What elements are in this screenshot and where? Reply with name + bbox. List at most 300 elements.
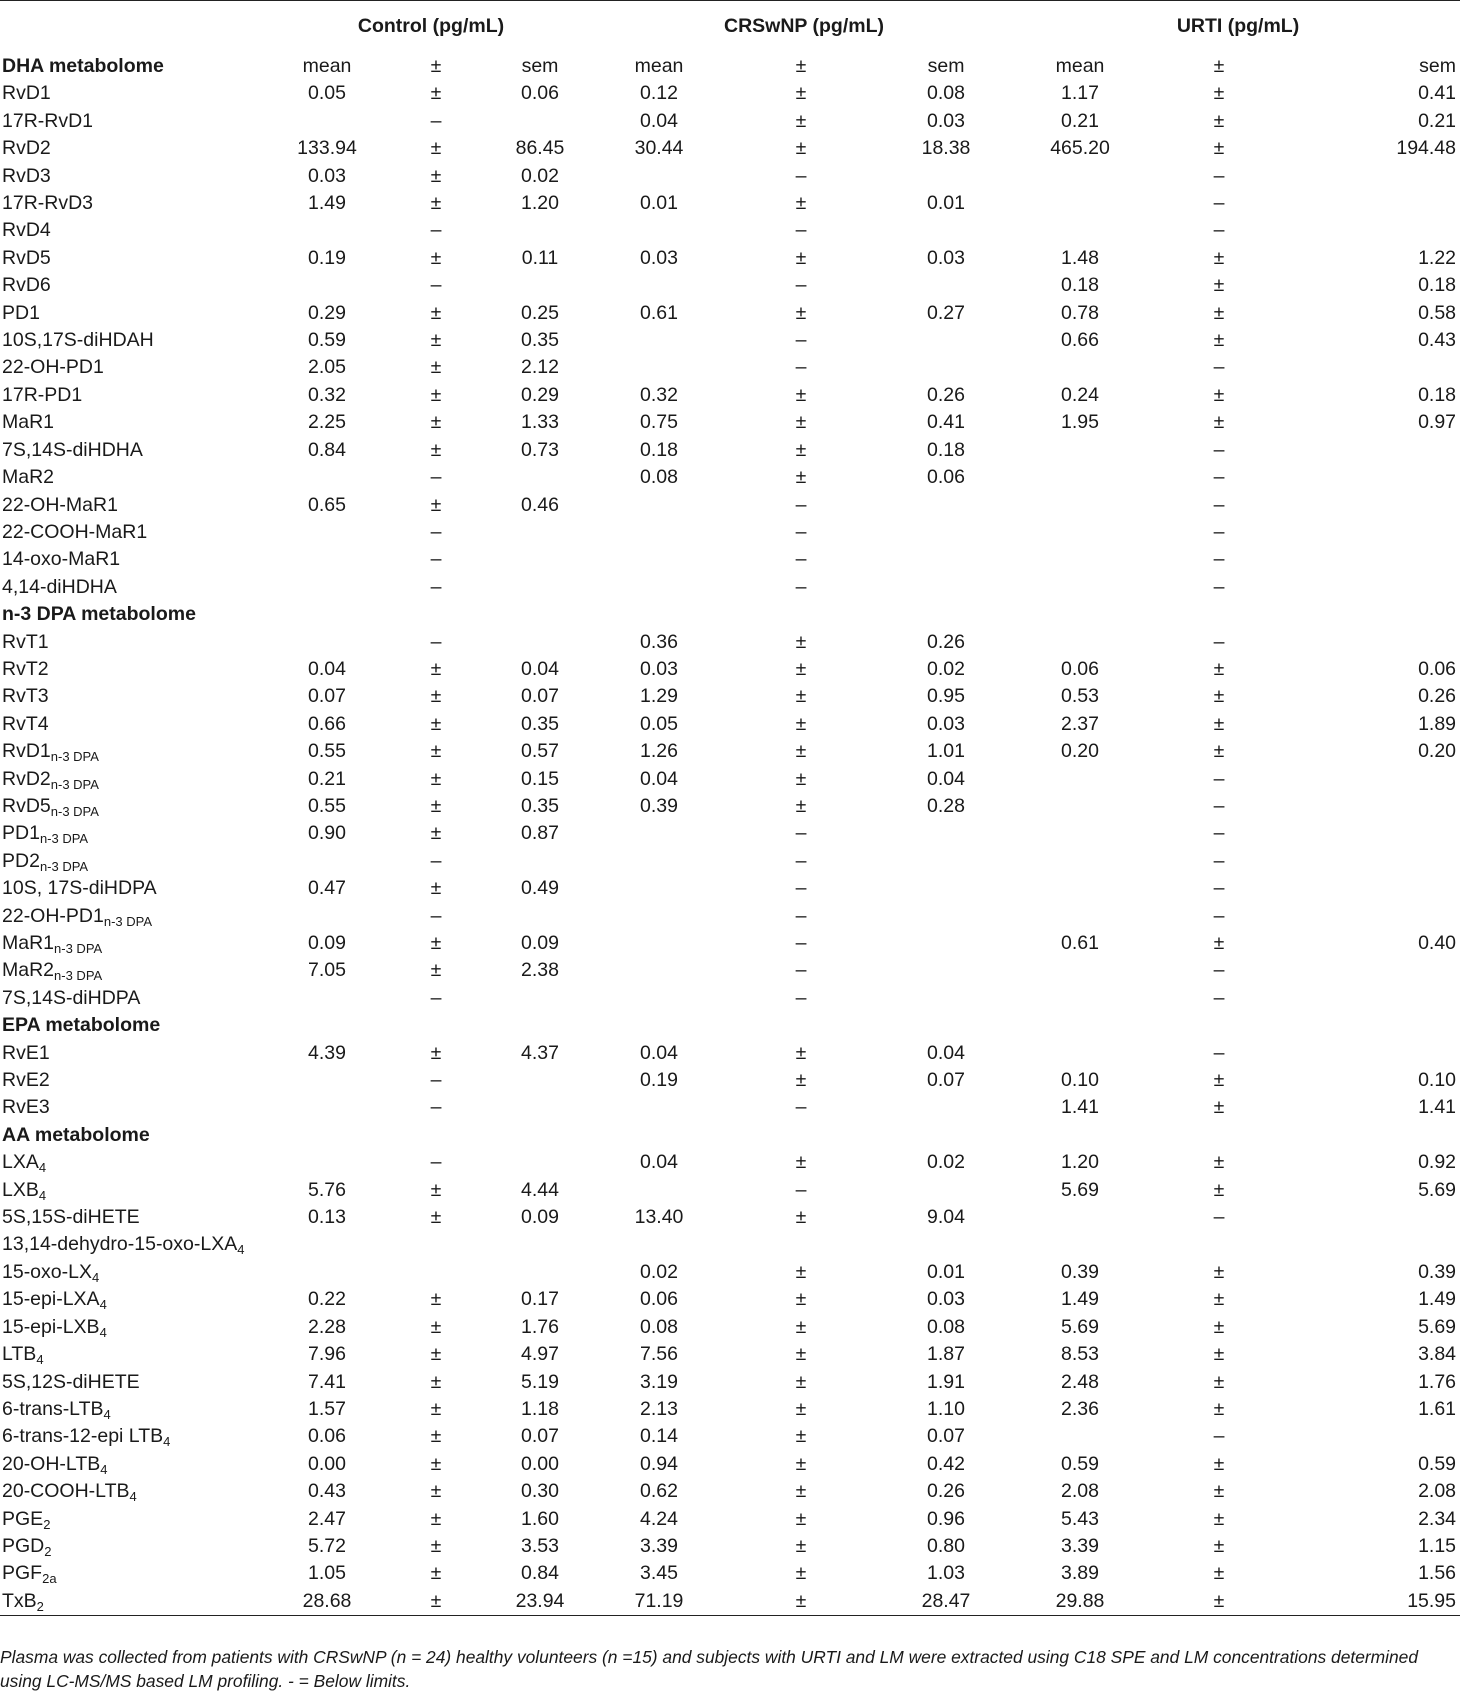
control-pm-cell: ± (430, 822, 442, 845)
crswnp-mean-cell: 0.36 (640, 630, 678, 653)
control-sem-cell: 5.19 (521, 1370, 559, 1393)
mediator-name-text: RvT2 (2, 657, 49, 680)
mediator-subscript: 4 (99, 1324, 107, 1340)
mediator-name-text: RvD5 (2, 794, 51, 817)
control-pm-cell: ± (430, 192, 442, 215)
section-title (0, 1012, 270, 1039)
control-pm-cell: ± (430, 932, 442, 954)
urti-sem-cell (1294, 163, 1460, 190)
mediator-subscript: 2 (44, 1543, 52, 1559)
urti-pm-cell: ± (1213, 1343, 1225, 1366)
urti-pm-cell: – (1213, 164, 1225, 187)
control-mean-cell (270, 108, 384, 135)
crswnp-sem-cell: 0.07 (927, 1425, 965, 1448)
crswnp-pm-cell: – (795, 493, 807, 516)
urti-pm-cell: ± (1213, 137, 1225, 160)
mediator-name-text: 17R-PD1 (2, 383, 83, 406)
urti-sem-cell: 0.18 (1418, 383, 1457, 406)
crswnp-pm-cell: ± (795, 657, 807, 680)
group-header-urti: URTI (pg/mL) (1016, 1, 1460, 54)
mediator-name-text: n-3 DPA metabolome (2, 603, 196, 626)
crswnp-pm-cell: – (795, 959, 807, 982)
table-row (0, 1451, 1460, 1478)
urti-mean-cell (1016, 957, 1144, 984)
urti-mean-cell (1016, 492, 1144, 519)
urti-pm-cell: ± (1213, 1397, 1225, 1420)
group-header-crswnp: CRSwNP (pg/mL) (592, 1, 1016, 54)
control-pm-cell: ± (430, 1480, 442, 1503)
urti-mean-cell: 0.39 (1061, 1260, 1099, 1283)
urti-pm-cell: ± (1213, 1260, 1225, 1283)
mediator-subscript: n-3 DPA (39, 831, 89, 847)
crswnp-mean-cell: 0.94 (640, 1452, 678, 1475)
mediator-name-text: TxB (2, 1589, 37, 1612)
urti-pm-cell: ± (1213, 1096, 1225, 1119)
control-mean-cell: 0.04 (308, 657, 346, 680)
urti-pm-cell: ± (1213, 1151, 1225, 1174)
mediator-name-text: 6-trans-12-epi LTB (2, 1425, 164, 1448)
urti-mean-cell (1016, 1423, 1144, 1450)
crswnp-mean-cell: 7.56 (640, 1343, 678, 1366)
crswnp-pm-cell: – (795, 932, 807, 954)
section-title (0, 53, 270, 80)
urti-sem-cell (1294, 1040, 1460, 1067)
mediator-name (0, 875, 270, 902)
urti-mean-cell: 0.21 (1061, 109, 1099, 132)
control-mean-cell: 2.47 (308, 1507, 346, 1530)
crswnp-pm-cell (726, 1012, 876, 1039)
crswnp-pm-cell: ± (795, 383, 807, 406)
urti-mean-cell (1016, 437, 1144, 464)
crswnp-sem-cell (876, 574, 1016, 601)
mediator-name-text: RvD1 (2, 82, 51, 105)
control-mean-cell (270, 272, 384, 299)
control-sem-cell: 2.12 (521, 356, 559, 379)
control-mean-cell: 0.09 (308, 932, 346, 954)
control-mean-cell (270, 1259, 384, 1286)
urti-pm-cell: – (1213, 794, 1225, 817)
mediator-name-text: 22-COOH-MaR1 (2, 520, 148, 543)
urti-sem-cell: 0.41 (1418, 82, 1457, 105)
urti-sem-cell: 1.49 (1418, 1288, 1457, 1311)
control-pm-cell (384, 601, 488, 628)
table-row (0, 1423, 1460, 1450)
crswnp-pm-cell: – (795, 1178, 807, 1201)
urti-sem-cell: 1.61 (1418, 1397, 1457, 1420)
crswnp-mean-cell: 0.03 (640, 246, 678, 269)
urti-sem-cell (1294, 957, 1460, 984)
urti-mean-cell: 29.88 (1016, 1588, 1144, 1616)
mediator-name (0, 1204, 270, 1231)
mediator-subscript: 4 (36, 1352, 44, 1368)
urti-mean-cell: 5.43 (1061, 1507, 1099, 1530)
crswnp-sem-cell: 0.06 (927, 466, 965, 489)
control-mean-cell: mean (302, 55, 352, 77)
crswnp-mean-cell (592, 848, 726, 875)
urti-sem-cell (1294, 1122, 1460, 1149)
control-sem-cell: 0.29 (521, 383, 559, 406)
crswnp-sem-cell (876, 601, 1016, 628)
mediator-name (0, 1286, 270, 1313)
mediator-name-text: RvT3 (2, 685, 49, 708)
crswnp-mean-cell (592, 217, 726, 244)
crswnp-mean-cell: 3.39 (640, 1534, 678, 1557)
control-pm-cell (384, 1259, 488, 1286)
urti-pm-cell: – (1213, 1206, 1225, 1229)
control-mean-cell: 7.96 (308, 1343, 346, 1366)
control-mean-cell: 28.68 (270, 1588, 384, 1616)
urti-mean-cell (1016, 190, 1144, 217)
mediator-name-text: PD1 (2, 822, 40, 845)
urti-sem-cell (1294, 1204, 1460, 1231)
urti-pm-cell: – (1213, 904, 1225, 927)
urti-pm-cell: – (1213, 575, 1225, 598)
crswnp-mean-cell: 0.62 (640, 1480, 678, 1503)
control-sem-cell (488, 1149, 592, 1176)
control-sem-cell: 1.60 (521, 1507, 559, 1530)
crswnp-pm-cell: ± (795, 1480, 807, 1503)
control-pm-cell: – (430, 274, 442, 297)
crswnp-mean-cell (592, 1122, 726, 1149)
control-sem-cell: 0.87 (521, 822, 559, 845)
crswnp-pm-cell: ± (795, 794, 807, 817)
urti-pm-cell: ± (1213, 740, 1225, 763)
crswnp-sem-cell: 1.10 (927, 1397, 965, 1420)
control-mean-cell: 0.90 (308, 822, 346, 845)
urti-mean-cell (1016, 1012, 1144, 1039)
control-sem-cell: 0.07 (521, 685, 559, 708)
mediator-name-text: EPA metabolome (2, 1014, 161, 1037)
crswnp-pm-cell: – (795, 520, 807, 543)
crswnp-mean-cell (592, 601, 726, 628)
crswnp-mean-cell: 0.19 (640, 1069, 678, 1092)
crswnp-pm-cell: ± (795, 1343, 807, 1366)
urti-pm-cell: ± (1213, 932, 1225, 954)
urti-sem-cell: 0.20 (1418, 740, 1457, 763)
crswnp-mean-cell: 0.02 (640, 1260, 678, 1283)
crswnp-mean-cell (592, 354, 726, 381)
control-mean-cell (270, 903, 384, 930)
urti-pm-cell: ± (1213, 1507, 1225, 1530)
urti-mean-cell (1016, 354, 1144, 381)
mediator-name-text: RvD1 (2, 740, 51, 763)
crswnp-mean-cell: 30.44 (634, 137, 684, 160)
crswnp-sem-cell: 1.01 (927, 740, 965, 763)
urti-pm-cell: ± (1213, 329, 1225, 352)
control-sem-cell: 0.30 (521, 1480, 559, 1503)
urti-pm-cell: – (1213, 986, 1225, 1009)
table-row (0, 820, 1460, 847)
crswnp-sem-cell (876, 1012, 1016, 1039)
control-sem-cell: 0.46 (521, 493, 559, 516)
crswnp-pm-cell: ± (795, 1315, 807, 1338)
crswnp-sem-cell: 0.03 (927, 109, 965, 132)
crswnp-pm-cell: ± (795, 685, 807, 708)
control-mean-cell (270, 601, 384, 628)
crswnp-pm-cell: ± (795, 740, 807, 763)
mediator-name (0, 1533, 270, 1560)
urti-mean-cell: 0.66 (1061, 329, 1099, 352)
urti-pm-cell: – (1213, 192, 1225, 215)
urti-sem-cell (1294, 492, 1460, 519)
urti-pm-cell: – (1213, 767, 1225, 790)
table-row (0, 656, 1460, 683)
control-pm-cell: ± (430, 246, 442, 269)
control-mean-cell: 7.05 (308, 959, 346, 982)
mediator-name (0, 903, 270, 930)
crswnp-mean-cell: 1.29 (640, 685, 678, 708)
crswnp-sem-cell (876, 217, 1016, 244)
urti-pm-cell: – (1213, 630, 1225, 653)
urti-pm-cell: ± (1213, 411, 1225, 434)
control-sem-cell (488, 464, 592, 491)
control-mean-cell: 0.00 (308, 1452, 346, 1475)
control-sem-cell (488, 519, 592, 546)
urti-sem-cell: 0.21 (1418, 109, 1457, 132)
urti-mean-cell (1016, 848, 1144, 875)
table-row (0, 1067, 1460, 1094)
mediator-name-text: 5S,15S-diHETE (2, 1206, 140, 1229)
urti-pm-cell: ± (1144, 1588, 1294, 1616)
table-row (0, 738, 1460, 765)
urti-pm-cell: – (1213, 849, 1225, 872)
urti-sem-cell: 0.06 (1418, 657, 1457, 680)
crswnp-pm-cell: ± (795, 1288, 807, 1311)
crswnp-mean-cell (592, 1177, 726, 1204)
table-row (0, 135, 1460, 162)
crswnp-sem-cell: 0.01 (927, 1260, 965, 1283)
crswnp-mean-cell (592, 546, 726, 573)
crswnp-mean-cell: 0.01 (640, 192, 678, 215)
table-row (0, 519, 1460, 546)
mediator-subscript: 4 (163, 1434, 171, 1450)
control-sem-cell (488, 108, 592, 135)
table-row (0, 300, 1460, 327)
table-row (0, 464, 1460, 491)
section-title (0, 601, 270, 628)
urti-mean-cell: 1.41 (1061, 1096, 1099, 1119)
control-sem-cell: 0.06 (521, 82, 559, 105)
table-row (0, 437, 1460, 464)
control-sem-cell: 2.38 (521, 959, 559, 982)
mediator-name (0, 1314, 270, 1341)
mediator-name (0, 1040, 270, 1067)
control-pm-cell: ± (430, 493, 442, 516)
mediator-name-text: RvD4 (2, 219, 51, 242)
control-sem-cell: 0.73 (521, 438, 559, 461)
urti-mean-cell: 1.49 (1061, 1288, 1099, 1311)
control-mean-cell (270, 217, 384, 244)
urti-sem-cell: 0.39 (1418, 1260, 1457, 1283)
mediator-name-text: 20-COOH-LTB (2, 1480, 130, 1503)
control-pm-cell: ± (430, 1370, 442, 1393)
mediator-name (0, 1451, 270, 1478)
crswnp-mean-cell (592, 574, 726, 601)
crswnp-sem-cell: 0.26 (927, 630, 965, 653)
urti-sem-cell: 0.43 (1418, 329, 1457, 352)
urti-sem-cell: 15.95 (1294, 1588, 1460, 1616)
urti-pm-cell: ± (1213, 1315, 1225, 1338)
urti-sem-cell: sem (1419, 55, 1457, 77)
crswnp-sem-cell: 9.04 (927, 1206, 965, 1229)
mediator-name-text: DHA metabolome (2, 55, 164, 77)
urti-pm-cell: ± (1213, 1534, 1225, 1557)
control-sem-cell (488, 1094, 592, 1121)
section-row (0, 53, 1460, 80)
urti-mean-cell: 5.69 (1061, 1178, 1099, 1201)
control-pm-cell: ± (430, 438, 442, 461)
mediator-name (0, 135, 270, 162)
mediator-subscript: 2 (43, 1516, 51, 1532)
crswnp-pm-cell: – (795, 877, 807, 900)
control-mean-cell: 0.07 (308, 685, 346, 708)
urti-sem-cell: 0.58 (1418, 301, 1457, 324)
control-pm-cell (384, 1012, 488, 1039)
urti-sem-cell (1294, 546, 1460, 573)
urti-sem-cell: 2.08 (1418, 1480, 1457, 1503)
urti-sem-cell: 0.10 (1418, 1069, 1457, 1092)
urti-mean-cell: 0.06 (1061, 657, 1099, 680)
crswnp-sem-cell: 18.38 (921, 137, 971, 160)
control-sem-cell: 4.37 (521, 1041, 559, 1064)
urti-sem-cell (1294, 574, 1460, 601)
control-mean-cell (270, 1094, 384, 1121)
mediator-name (0, 1149, 270, 1176)
urti-mean-cell (1016, 875, 1144, 902)
mediator-name-text: 5S,12S-diHETE (2, 1370, 140, 1393)
urti-sem-cell (1294, 519, 1460, 546)
control-sem-cell (488, 574, 592, 601)
crswnp-sem-cell: 0.07 (927, 1069, 965, 1092)
urti-pm-cell: – (1213, 548, 1225, 571)
table-row (0, 1506, 1460, 1533)
crswnp-pm-cell: ± (795, 1260, 807, 1283)
control-sem-cell (488, 903, 592, 930)
urti-sem-cell (1294, 903, 1460, 930)
table-row (0, 629, 1460, 656)
urti-mean-cell (1016, 601, 1144, 628)
urti-pm-cell: ± (1213, 82, 1225, 105)
urti-sem-cell: 3.84 (1418, 1343, 1457, 1366)
crswnp-sem-cell: 0.01 (927, 192, 965, 215)
control-pm-cell: ± (430, 1507, 442, 1530)
control-mean-cell: 0.43 (308, 1480, 346, 1503)
table-row (0, 1094, 1460, 1121)
mediator-name-text: PD2 (2, 849, 40, 872)
control-sem-cell (488, 546, 592, 573)
urti-pm-cell: ± (1213, 1452, 1225, 1475)
crswnp-mean-cell: 0.06 (640, 1288, 678, 1311)
crswnp-mean-cell: 4.24 (640, 1507, 678, 1530)
crswnp-sem-cell: 0.26 (927, 383, 965, 406)
table-row (0, 1314, 1460, 1341)
control-sem-cell: 0.35 (521, 329, 559, 352)
control-sem-cell (488, 985, 592, 1012)
mediator-name-text: LXA (2, 1151, 39, 1174)
mediator-name (0, 1067, 270, 1094)
crswnp-sem-cell: 0.26 (927, 1480, 965, 1503)
urti-mean-cell (1016, 1231, 1144, 1258)
mediator-subscript: n-3 DPA (50, 803, 99, 819)
mediator-subscript: 4 (103, 1406, 111, 1422)
table-row (0, 245, 1460, 272)
urti-pm-cell: ± (1213, 274, 1225, 297)
urti-pm-cell: – (1213, 520, 1225, 543)
control-mean-cell: 0.22 (308, 1288, 346, 1311)
control-mean-cell: 4.39 (308, 1041, 346, 1064)
table-row (0, 1588, 1460, 1616)
mediator-name-text: 17R-RvD1 (2, 109, 94, 132)
crswnp-sem-cell: 0.02 (927, 657, 965, 680)
mediator-name-text: 22-OH-PD1 (2, 356, 104, 379)
urti-mean-cell (1016, 574, 1144, 601)
urti-mean-cell: 0.61 (1061, 932, 1099, 954)
mediator-name (0, 985, 270, 1012)
crswnp-pm-cell: – (795, 904, 807, 927)
control-mean-cell (270, 1067, 384, 1094)
urti-sem-cell (1294, 437, 1460, 464)
control-sem-cell: 0.25 (521, 301, 559, 324)
urti-sem-cell (1294, 217, 1460, 244)
crswnp-sem-cell: 0.03 (927, 1288, 965, 1311)
table-row (0, 848, 1460, 875)
control-mean-cell: 0.21 (308, 767, 346, 790)
crswnp-pm-cell: – (795, 575, 807, 598)
mediator-name-text: 15-epi-LXB (2, 1315, 100, 1338)
mediator-name-text: 14-oxo-MaR1 (2, 548, 121, 571)
crswnp-pm-cell: – (795, 274, 807, 297)
control-pm-cell (384, 1122, 488, 1149)
crswnp-pm-cell: ± (726, 1588, 876, 1616)
urti-sem-cell (1294, 820, 1460, 847)
mediator-name (0, 464, 270, 491)
table-row (0, 409, 1460, 436)
urti-pm-cell: ± (1213, 383, 1225, 406)
crswnp-sem-cell (876, 848, 1016, 875)
header-blank (0, 1, 270, 54)
mediator-name (0, 793, 270, 820)
urti-mean-cell (1016, 163, 1144, 190)
mediator-subscript: n-3 DPA (50, 749, 99, 765)
urti-sem-cell: 0.59 (1418, 1452, 1457, 1475)
crswnp-mean-cell (592, 163, 726, 190)
urti-mean-cell: 1.95 (1061, 411, 1099, 434)
section-row (0, 601, 1460, 628)
urti-sem-cell (1294, 848, 1460, 875)
urti-mean-cell: mean (1055, 55, 1105, 77)
mediator-subscript: 2a (42, 1571, 57, 1587)
crswnp-sem-cell (876, 354, 1016, 381)
crswnp-sem-cell: 0.27 (927, 301, 965, 324)
table-body (0, 53, 1460, 1616)
crswnp-pm-cell: ± (795, 301, 807, 324)
control-sem-cell (488, 272, 592, 299)
control-sem-cell: 0.49 (521, 877, 559, 900)
control-sem-cell: 0.09 (521, 932, 559, 954)
mediator-name-text: 6-trans-LTB (2, 1397, 104, 1420)
urti-mean-cell: 5.69 (1061, 1315, 1099, 1338)
control-pm-cell: – (430, 849, 442, 872)
table-row (0, 1204, 1460, 1231)
crswnp-mean-cell (592, 930, 726, 957)
crswnp-sem-cell: 0.42 (927, 1452, 965, 1475)
table-row (0, 354, 1460, 381)
mediator-name (0, 190, 270, 217)
urti-pm-cell: – (1213, 1041, 1225, 1064)
crswnp-mean-cell: 3.45 (640, 1562, 678, 1585)
control-pm-cell: ± (430, 1206, 442, 1229)
control-sem-cell: 0.84 (521, 1562, 559, 1585)
